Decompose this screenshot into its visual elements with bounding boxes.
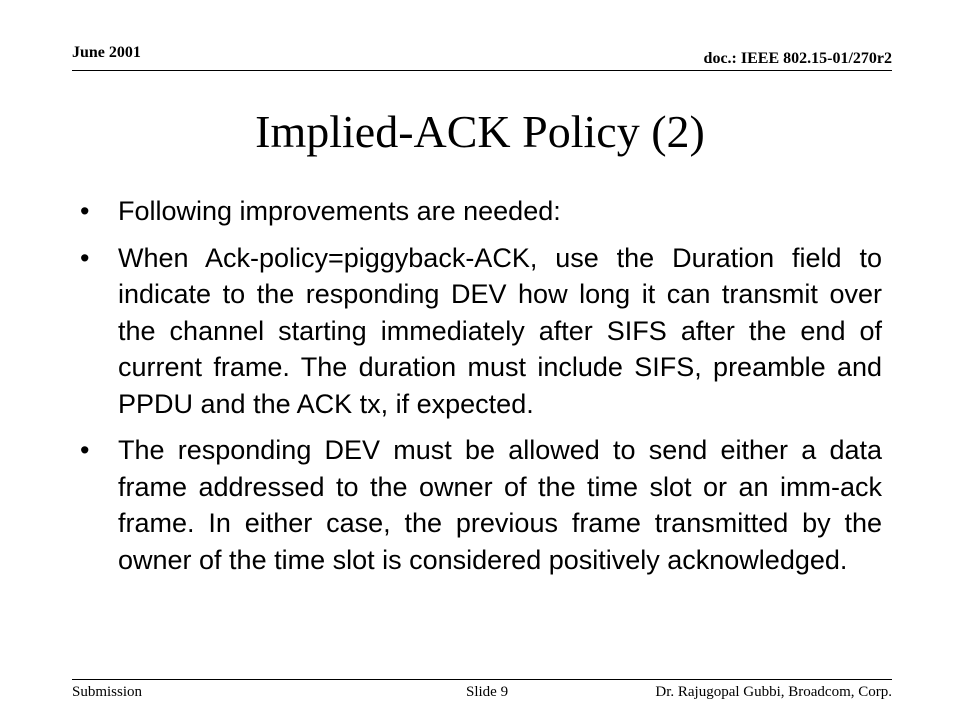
bullet-list xyxy=(80,193,882,588)
bullet-marker: • xyxy=(80,196,90,226)
bullet-item xyxy=(80,193,882,230)
bullet-item xyxy=(80,432,882,578)
bullet-text: The responding DEV must be allowed to send either a data frame addressed to the owner of the time slot or an imm-ack frame. In either case, the previous frame transmitted by the owner of the time slot is considered positively acknowledged. xyxy=(118,435,882,575)
bullet-marker: • xyxy=(80,242,90,273)
header-divider xyxy=(72,70,892,71)
header-doc-id: doc.: IEEE 802.15-01/270r2 xyxy=(703,50,892,67)
bullet-text: When Ack-policy=piggyback-ACK, use the Duration field to indicate to the responding DEV how long it can transmit over the channel starting immediately after SIFS after the end of current frame. The duration must include SIFS, preamble and PPDU and the ACK tx, if expected. xyxy=(118,242,882,419)
footer-author: Dr. Rajugopal Gubbi, Broadcom, Corp. xyxy=(655,684,892,700)
footer-divider xyxy=(72,679,892,680)
bullet-text: Following improvements are needed: xyxy=(118,196,561,226)
bullet-marker: • xyxy=(80,435,90,465)
footer-slide-number: Slide 9 xyxy=(466,684,509,700)
header-date: June 2001 xyxy=(72,44,141,61)
bullet-item xyxy=(80,240,882,423)
footer-submission: Submission xyxy=(72,684,143,700)
slide-title: Implied-ACK Policy (2) xyxy=(255,106,705,157)
